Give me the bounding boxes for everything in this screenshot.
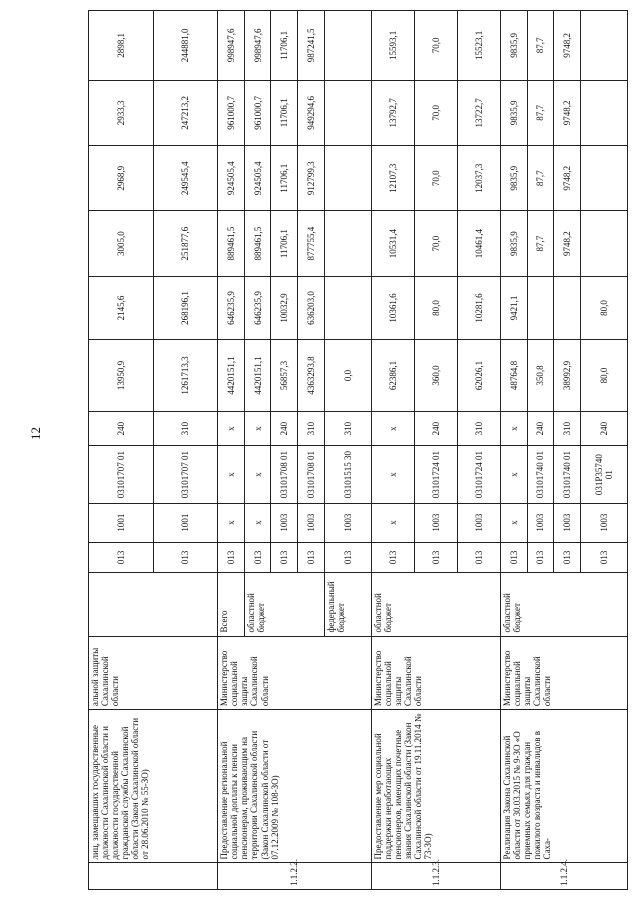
cell-v6: 2898,1	[89, 11, 154, 81]
cell-grbs: 013	[457, 542, 500, 573]
item-number: 1.1.2.2.	[218, 863, 372, 890]
cell-vr: 310	[153, 411, 218, 446]
cell-v4: 924505,4	[218, 146, 245, 211]
cell-v2: 10361,6	[371, 276, 414, 339]
cell-v2: 2145,6	[89, 276, 154, 339]
cell-v4	[580, 146, 627, 211]
item-name: лиц, замещавших государственные должности Сахалинской области и должности государственной гражданской службы Сахалинской области (Закон Сахалинской области от 28.06.2010 № 55-ЗО)	[89, 710, 218, 863]
cell-vr: 240	[271, 411, 298, 446]
budget-table-rotated	[88, 10, 628, 890]
cell-csr: 03101708 01	[271, 446, 298, 503]
cell-v5: 961000,7	[218, 80, 245, 145]
cell-vr: 310	[554, 411, 581, 446]
cell-rz: 1003	[457, 503, 500, 542]
cell-v4: 87,7	[527, 146, 554, 211]
cell-v2	[527, 276, 554, 339]
cell-v6	[324, 11, 371, 81]
cell-v6: 998947,6	[218, 11, 245, 81]
cell-v1: 80,0	[580, 340, 627, 412]
cell-v2: 646235,9	[244, 276, 271, 339]
cell-v6: 244881,0	[153, 11, 218, 81]
item-number: 1.1.2.4.	[500, 863, 627, 890]
cell-csr: 03101707 01	[89, 446, 154, 503]
table-row	[89, 11, 154, 890]
cell-v4: 12037,3	[457, 146, 500, 211]
cell-v1: 38992,9	[554, 340, 581, 412]
cell-v3	[324, 211, 371, 276]
cell-v6: 70,0	[414, 11, 457, 81]
item-name: Реализация Закона Сахалинской области от 30.03.2015 № 9-ЗО «О приемных семьях для граждан пожилого возраста и инвалидов в Саха-	[500, 710, 627, 863]
cell-v5	[324, 80, 371, 145]
cell-rz: х	[500, 503, 527, 542]
cell-v6: 987241,5	[298, 11, 325, 81]
cell-v2	[554, 276, 581, 339]
cell-v1: 48764,8	[500, 340, 527, 412]
cell-v6: 998947,6	[244, 11, 271, 81]
cell-csr: 03101707 01	[153, 446, 218, 503]
cell-vr: 240	[414, 411, 457, 446]
cell-vr: х	[244, 411, 271, 446]
cell-v3: 889461,5	[218, 211, 245, 276]
cell-grbs: 013	[153, 542, 218, 573]
cell-v4: 912799,3	[298, 146, 325, 211]
cell-vr: 310	[457, 411, 500, 446]
cell-rz: х	[218, 503, 245, 542]
cell-rz: 1003	[554, 503, 581, 542]
cell-v2: 636203,0	[298, 276, 325, 339]
cell-v6: 9835,9	[500, 11, 527, 81]
cell-grbs: 013	[89, 542, 154, 573]
cell-vr: 240	[580, 411, 627, 446]
cell-v5: 70,0	[414, 80, 457, 145]
funding-source: федеральный бюджет	[324, 573, 371, 636]
cell-grbs: 013	[554, 542, 581, 573]
cell-v3: 9748,2	[554, 211, 581, 276]
table-row	[371, 11, 414, 890]
cell-csr: 03101515 30	[324, 446, 371, 503]
cell-v6: 15523,1	[457, 11, 500, 81]
cell-v5	[580, 80, 627, 145]
cell-v1: 350,8	[527, 340, 554, 412]
item-name: Предоставление мер социальной поддержки неработающих пенсионеров, имеющих почетные звания Сахалинской области (Закон Сахалинской области от 19.11.2014 № 73-ЗО)	[371, 710, 500, 863]
cell-v3	[580, 211, 627, 276]
cell-vr: 240	[527, 411, 554, 446]
cell-csr: 03101724 01	[414, 446, 457, 503]
cell-rz: 1001	[89, 503, 154, 542]
cell-v1: 360,0	[414, 340, 457, 412]
cell-grbs: 013	[580, 542, 627, 573]
table-row	[500, 11, 527, 890]
cell-v4: 249545,4	[153, 146, 218, 211]
cell-v1: 0,0	[324, 340, 371, 412]
item-number	[89, 863, 218, 890]
item-number: 1.1.2.3.	[371, 863, 500, 890]
item-executor: альной защиты Сахалинской области	[89, 636, 218, 710]
cell-v4	[324, 146, 371, 211]
cell-vr: 240	[89, 411, 154, 446]
item-name: Предоставление региональной социальной доплаты к пенсии пенсионерам, проживающим на территории Сахалинской области (Закон Сахалинской области от 07.12.2009 № 108-ЗО)	[218, 710, 372, 863]
cell-v2: 80,0	[580, 276, 627, 339]
cell-grbs: 013	[371, 542, 414, 573]
cell-v4: 70,0	[414, 146, 457, 211]
cell-v2: 10032,9	[271, 276, 298, 339]
cell-v3: 70,0	[414, 211, 457, 276]
cell-v4: 9835,9	[500, 146, 527, 211]
cell-rz: х	[244, 503, 271, 542]
cell-vr: х	[218, 411, 245, 446]
cell-v4: 11706,1	[271, 146, 298, 211]
cell-v5: 949294,6	[298, 80, 325, 145]
cell-v1: 62386,1	[371, 340, 414, 412]
cell-csr: х	[218, 446, 245, 503]
cell-grbs: 013	[500, 542, 527, 573]
cell-grbs: 013	[244, 542, 271, 573]
cell-v2: 9421,1	[500, 276, 527, 339]
cell-v6: 87,7	[527, 11, 554, 81]
cell-grbs: 013	[414, 542, 457, 573]
cell-v2: 80,0	[414, 276, 457, 339]
cell-v6: 11706,1	[271, 11, 298, 81]
cell-vr: 310	[324, 411, 371, 446]
item-executor: Министерство социальной защиты Сахалинской области	[218, 636, 372, 710]
cell-v5: 247213,2	[153, 80, 218, 145]
cell-v1: 4420151,1	[218, 340, 245, 412]
cell-v4: 12107,3	[371, 146, 414, 211]
cell-rz: 1003	[414, 503, 457, 542]
cell-v4: 924505,4	[244, 146, 271, 211]
cell-v3: 10461,4	[457, 211, 500, 276]
cell-v5: 87,7	[527, 80, 554, 145]
cell-csr: 03101740 01	[527, 446, 554, 503]
cell-v5: 9835,9	[500, 80, 527, 145]
cell-v1: 62026,1	[457, 340, 500, 412]
cell-vr: 310	[298, 411, 325, 446]
cell-v2	[324, 276, 371, 339]
cell-v1: 56857,3	[271, 340, 298, 412]
cell-vr: х	[371, 411, 414, 446]
cell-csr: 03101740 01	[554, 446, 581, 503]
funding-source: областной бюджет	[371, 573, 500, 636]
cell-grbs: 013	[298, 542, 325, 573]
cell-v3: 87,7	[527, 211, 554, 276]
cell-grbs: 013	[271, 542, 298, 573]
cell-v1: 4420151,1	[244, 340, 271, 412]
cell-v3: 11706,1	[271, 211, 298, 276]
cell-rz: 1001	[153, 503, 218, 542]
cell-rz: 1003	[271, 503, 298, 542]
cell-grbs: 013	[218, 542, 245, 573]
cell-v6: 15593,1	[371, 11, 414, 81]
cell-v1: 4363293,8	[298, 340, 325, 412]
cell-v5: 961000,7	[244, 80, 271, 145]
cell-rz: 1003	[527, 503, 554, 542]
funding-source: Всего	[218, 573, 245, 636]
cell-v1: 13950,9	[89, 340, 154, 412]
cell-v3: 889461,5	[244, 211, 271, 276]
cell-csr: х	[500, 446, 527, 503]
cell-rz: х	[371, 503, 414, 542]
cell-v5: 2933,3	[89, 80, 154, 145]
cell-v3: 10531,4	[371, 211, 414, 276]
cell-v4: 2968,9	[89, 146, 154, 211]
cell-v3: 3005,0	[89, 211, 154, 276]
item-executor: Министерство социальной защиты Сахалинской области	[500, 636, 627, 710]
cell-csr: х	[244, 446, 271, 503]
cell-v4: 9748,2	[554, 146, 581, 211]
cell-rz: 1003	[580, 503, 627, 542]
cell-v1: 1261713,3	[153, 340, 218, 412]
cell-v2: 268196,1	[153, 276, 218, 339]
table-row	[218, 11, 245, 890]
cell-v2: 10281,6	[457, 276, 500, 339]
cell-grbs: 013	[527, 542, 554, 573]
cell-csr: х	[371, 446, 414, 503]
funding-source: областной бюджет	[244, 573, 324, 636]
cell-v3: 9835,9	[500, 211, 527, 276]
cell-v5: 13722,7	[457, 80, 500, 145]
cell-v3: 877755,4	[298, 211, 325, 276]
cell-v6	[580, 11, 627, 81]
cell-grbs: 013	[324, 542, 371, 573]
cell-csr: 03101708 01	[298, 446, 325, 503]
cell-v6: 9748,2	[554, 11, 581, 81]
cell-v5: 13792,7	[371, 80, 414, 145]
cell-rz: 1003	[324, 503, 371, 542]
funding-source	[89, 573, 218, 636]
cell-csr: 031Р35740 01	[580, 446, 627, 503]
cell-v5: 9748,2	[554, 80, 581, 145]
budget-table	[88, 10, 628, 890]
cell-rz: 1003	[298, 503, 325, 542]
cell-v2: 646235,9	[218, 276, 245, 339]
cell-v3: 251877,6	[153, 211, 218, 276]
cell-v5: 11706,1	[271, 80, 298, 145]
item-executor: Министерство социальной защиты Сахалинской области	[371, 636, 500, 710]
cell-csr: 03101724 01	[457, 446, 500, 503]
funding-source: областной бюджет	[500, 573, 627, 636]
page-number: 12	[28, 427, 43, 440]
cell-vr: х	[500, 411, 527, 446]
